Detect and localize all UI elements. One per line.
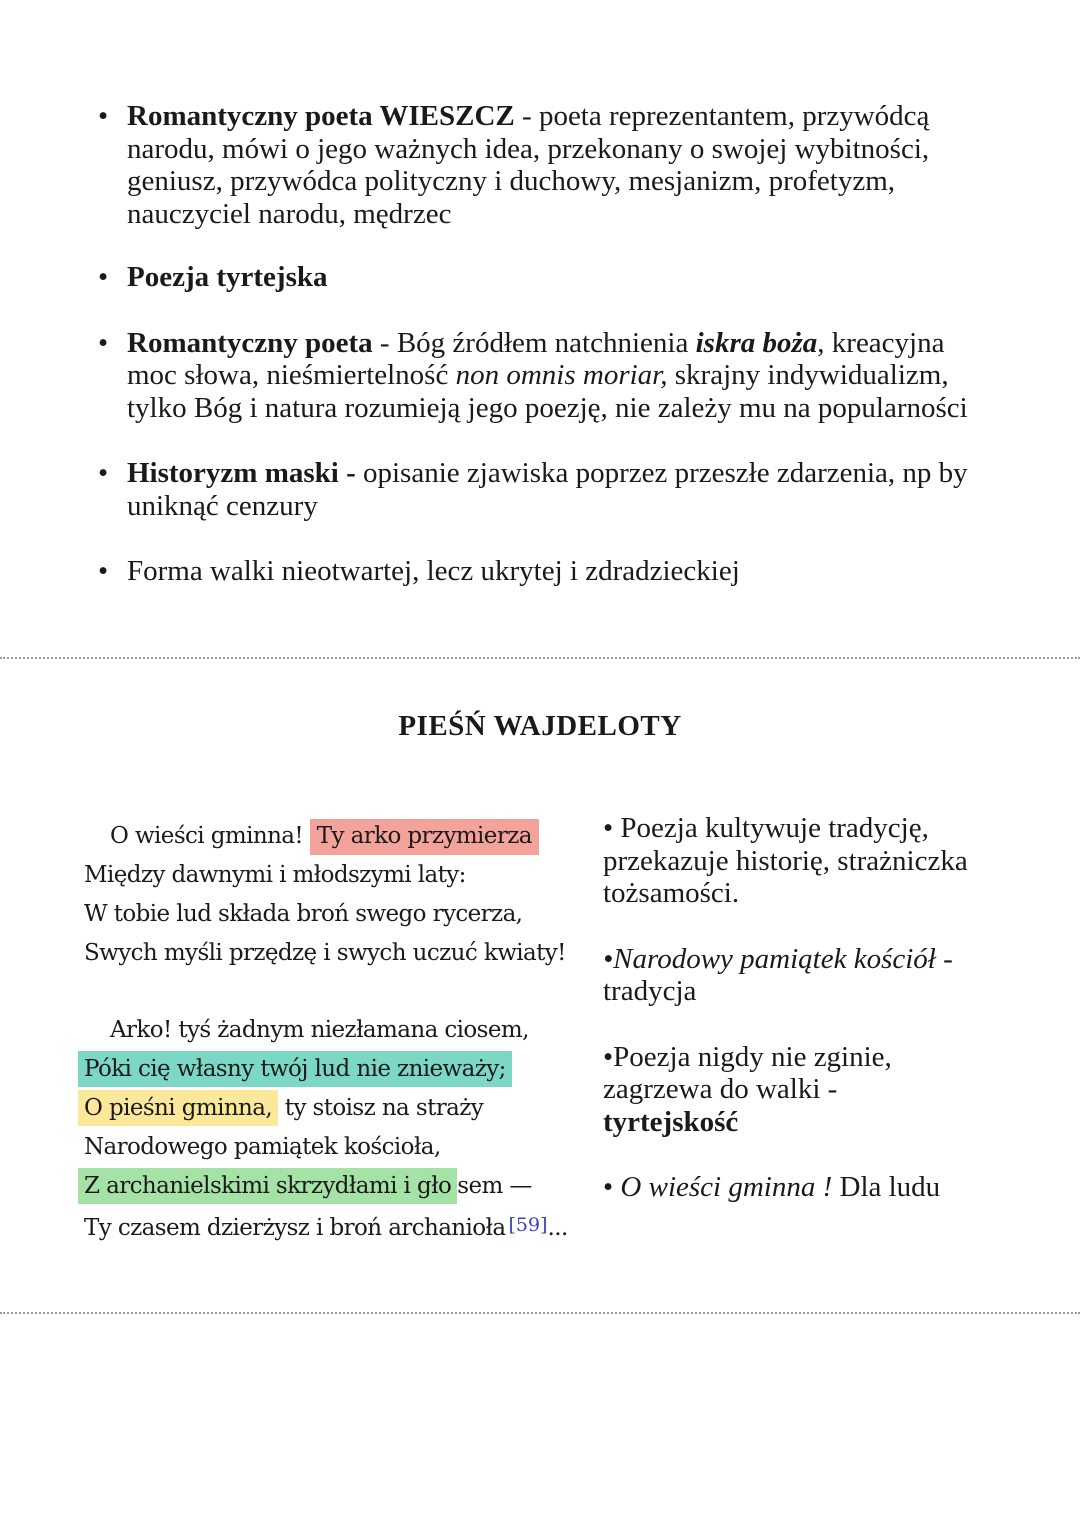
poem-line: Swych myśli przędzę i swych uczuć kwiaty! <box>84 940 566 966</box>
highlight-green: Z archanielskimi skrzydłami i gło <box>78 1168 457 1204</box>
note-text: opisanie zjawiska poprzez przeszłe zdarzenia, np by uniknąć cenzury <box>127 457 968 522</box>
section-title: PIEŚŃ WAJDELOTY <box>398 710 682 742</box>
poem-line: Narodowego pamiątek kościoła, <box>84 1134 441 1160</box>
note-text: - poeta reprezentantem, przywódcą narodu, mówi o jego ważnych idea, przekonany o swojej wybitności, geniusz, przywódca polityczny i duchowy, mesjanizm, profetyzm, nauczyciel narodu, mędrzec <box>127 100 930 230</box>
notes-list <box>98 100 998 621</box>
note-item <box>98 457 998 522</box>
note-text: , kreacyjna moc słowa, nieśmiertelność <box>127 326 945 391</box>
side-note: • Poezja kultywuje tradycję, przekazuje historię, strażniczka tożsamości. <box>603 812 968 909</box>
note-term: Romantyczny poeta WIESZCZ <box>127 100 515 132</box>
poem-line: Z archanielskimi skrzydłami i gło sem — <box>84 1167 584 1206</box>
dotted-divider <box>0 657 1080 659</box>
note-latin-phrase: non omnis moriar, <box>455 359 668 391</box>
footnote-link[interactable]: [59] <box>508 1214 548 1236</box>
poem-line: Arko! tyś żadnym niezłamana ciosem, <box>110 1017 529 1043</box>
note-term: Historyzm maski - <box>127 457 356 489</box>
poem-line: W tobie lud składa broń swego rycerza, <box>84 901 523 927</box>
dotted-divider <box>0 1312 1080 1314</box>
side-note: • O wieści gminna ! Dla ludu <box>603 1171 941 1203</box>
note-item <box>98 327 998 425</box>
poem-line: Ty czasem dzierżysz i broń archanioła [59]... <box>84 1214 568 1241</box>
poem-line: O wieści gminna! Ty arko przymierza <box>84 817 584 856</box>
note-term: Poezja tyrtejska <box>127 261 328 293</box>
side-notes <box>603 812 1003 1204</box>
highlight-yellow: O pieśni gminna, <box>78 1090 278 1126</box>
note-item <box>98 261 998 294</box>
note-text: skrajny indywidualizm, tylko Bóg i natura rozumieją jego poezję, nie zależy mu na popularności <box>127 359 968 424</box>
note-text: Forma walki nieotwartej, lecz ukrytej i zdradzieckiej <box>127 555 740 587</box>
note-item <box>98 555 998 588</box>
highlight-teal: Póki cię własny twój lud nie znieważy; <box>78 1051 512 1087</box>
side-note: •Narodowy pamiątek kościół - tradycja <box>603 942 953 1007</box>
poem-excerpt <box>84 817 584 1245</box>
highlight-red: Ty arko przymierza <box>310 819 539 855</box>
note-emphasis: iskra boża <box>695 326 818 359</box>
note-item <box>98 100 998 230</box>
side-note: •Poezja nigdy nie zginie, zagrzewa do walki - tyrtejskość <box>603 1040 892 1138</box>
note-term: Romantyczny poeta <box>127 326 373 359</box>
poem-line: O pieśni gminna, ty stoisz na straży <box>84 1089 584 1128</box>
poem-line: Między dawnymi i młodszymi laty: <box>84 862 466 888</box>
poem-line <box>84 1050 584 1089</box>
note-text: - Bóg źródłem natchnienia <box>372 326 696 359</box>
